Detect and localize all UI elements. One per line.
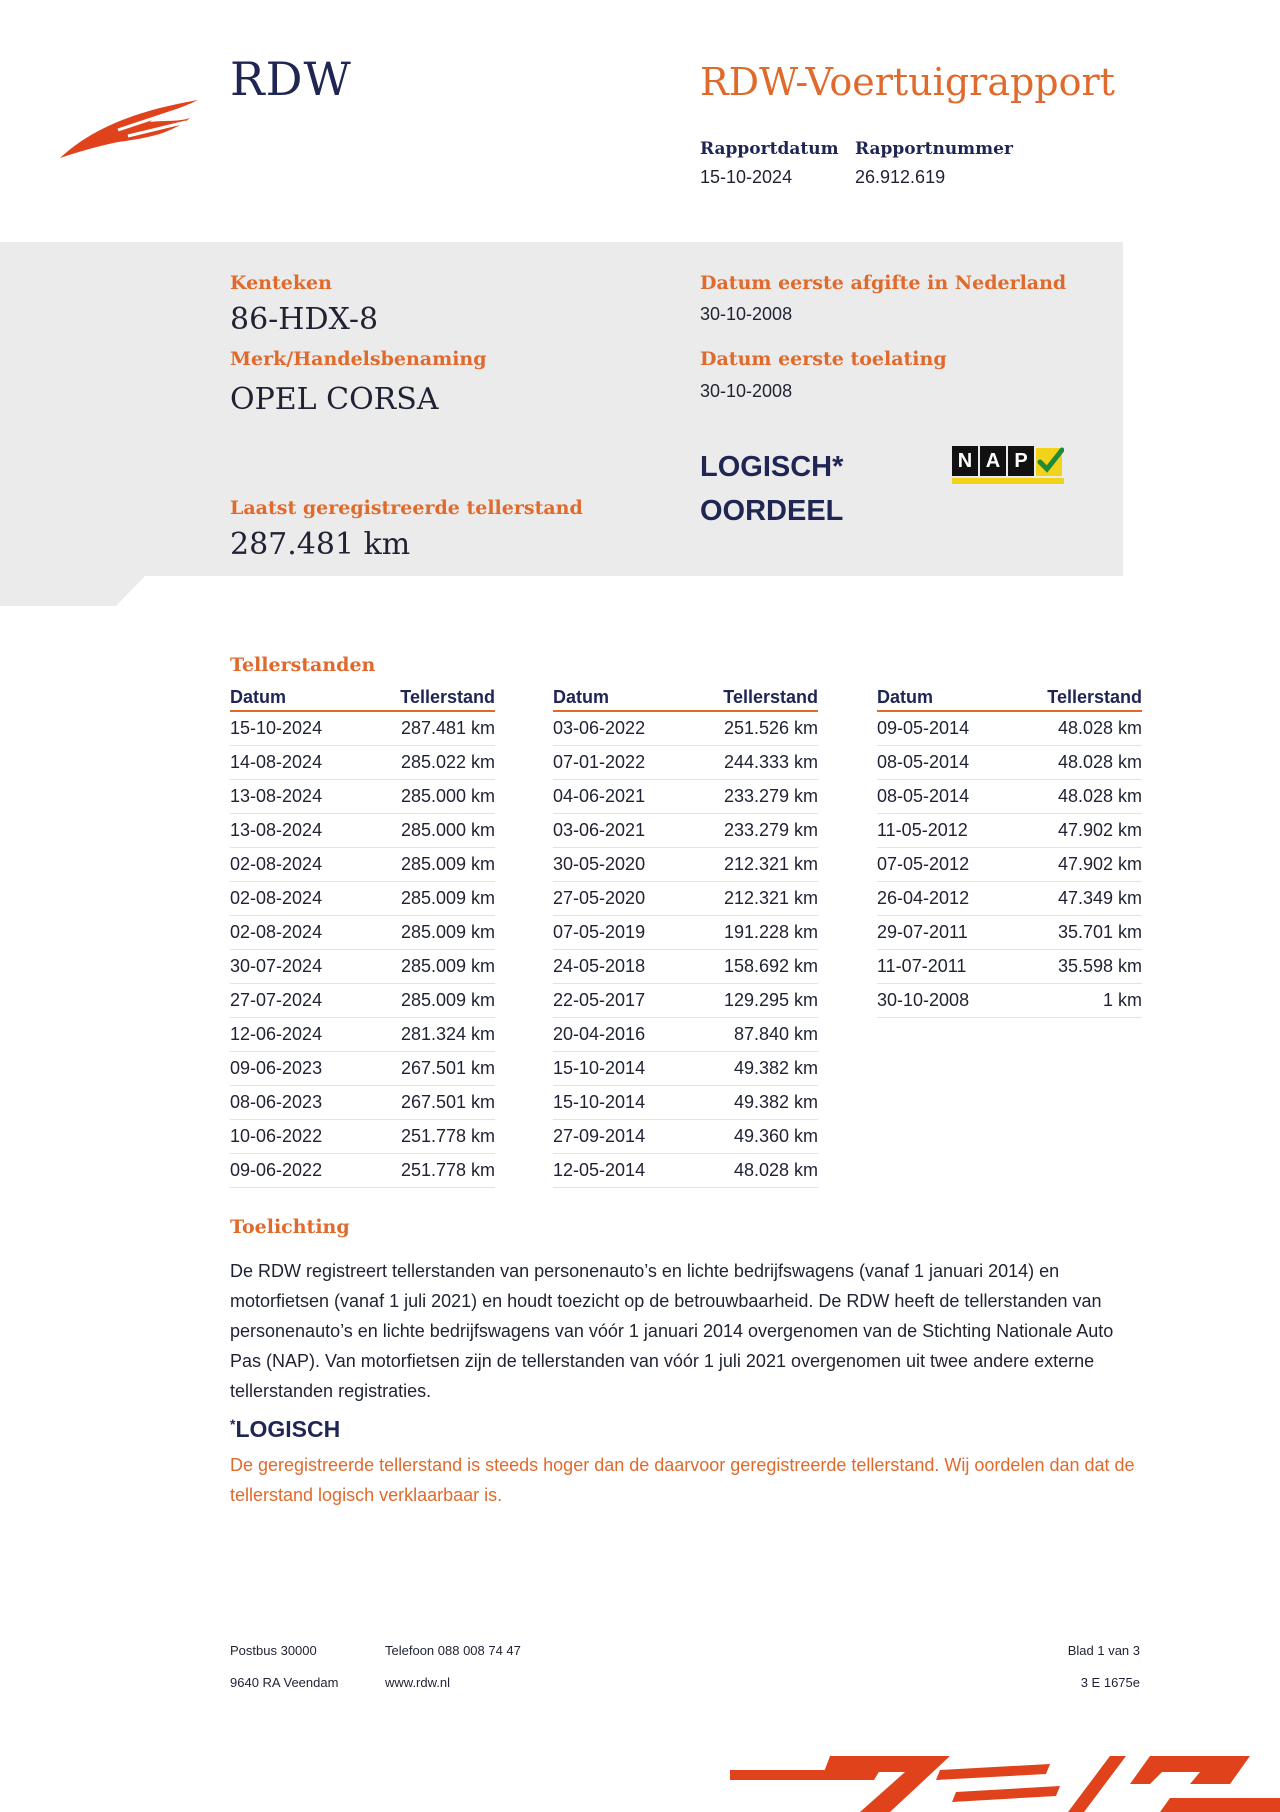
reading-value: 48.028 km [1057,752,1142,772]
reading-date: 10-06-2022 [230,1126,323,1146]
reading-date: 08-05-2014 [877,752,970,772]
reading-date: 30-05-2020 [553,854,646,874]
reading-date: 30-07-2024 [230,956,323,976]
table-row [230,1052,495,1086]
odometer-label: Laatst geregistreerde tellerstand [230,497,583,519]
reading-value: 129.295 km [723,990,818,1010]
logisch-title-text: LOGISCH [235,1416,341,1442]
reading-date: 29-07-2011 [877,922,968,942]
table-row [553,1052,818,1086]
nap-logo [952,444,1064,484]
reading-date: 27-07-2024 [230,990,323,1010]
reading-date: 08-06-2023 [230,1092,323,1112]
reading-date: 27-09-2014 [553,1126,646,1146]
logisch-star: * [230,1416,236,1432]
first-admission-value: 30-10-2008 [700,381,793,401]
reading-value: 251.778 km [400,1160,495,1180]
first-issue-nl-label: Datum eerste afgifte in Nederland [700,272,1067,294]
odometer-value: 287.481 km [230,527,411,562]
reading-value: 251.778 km [400,1126,495,1146]
reading-date: 11-07-2011 [877,956,967,976]
reading-value: 158.692 km [723,956,818,976]
table-row [230,882,495,916]
reading-date: 12-06-2024 [230,1024,323,1044]
reading-date: 09-06-2023 [230,1058,323,1078]
column-header-date: Datum [230,687,287,707]
table-row [230,712,495,746]
odometer-readings-title: Tellerstanden [230,654,376,676]
footer-code: 3 E 1675e [1080,1675,1140,1690]
reading-value: 48.028 km [1057,786,1142,806]
logisch-title [230,1416,340,1443]
table-row [877,746,1142,780]
column-header-reading: Tellerstand [723,687,818,707]
explanation-title: Toelichting [230,1216,350,1238]
column-header-reading: Tellerstand [400,687,495,707]
reading-date: 07-05-2012 [877,854,970,874]
reading-value: 287.481 km [400,718,495,738]
table-row [553,746,818,780]
table-row [553,814,818,848]
table-row [230,1018,495,1052]
table-row [230,916,495,950]
table-row [877,712,1142,746]
reading-value: 267.501 km [400,1058,495,1078]
table-row [553,1018,818,1052]
nap-letter-a: A [980,446,1006,476]
reading-value: 48.028 km [1057,718,1142,738]
reading-value: 285.009 km [400,888,495,908]
reading-date: 24-05-2018 [553,956,646,976]
reading-date: 11-05-2012 [877,820,968,840]
verdict-line1: LOGISCH* [700,451,844,483]
report-number: 26.912.619 [855,167,946,187]
reading-date: 09-05-2014 [877,718,970,738]
table-row [553,1086,818,1120]
reading-date: 12-05-2014 [553,1160,646,1180]
reading-date: 09-06-2022 [230,1160,323,1180]
reading-value: 49.382 km [733,1058,818,1078]
reading-date: 03-06-2022 [553,718,646,738]
table-row [230,1086,495,1120]
reading-value: 47.349 km [1057,888,1142,908]
reading-date: 26-04-2012 [877,888,970,908]
table-row [877,950,1142,984]
footer-postbus: Postbus 30000 [230,1643,317,1658]
reading-value: 233.279 km [723,786,818,806]
verdict [700,445,843,533]
reading-value: 212.321 km [723,854,818,874]
odometer-table-2 [553,680,818,1188]
table-row [877,916,1142,950]
verdict-line2: OORDEEL [700,495,844,527]
column-header-date: Datum [877,687,934,707]
table-row [553,712,818,746]
reading-value: 191.228 km [723,922,818,942]
reading-value: 285.009 km [400,956,495,976]
reading-value: 285.009 km [400,854,495,874]
footer-phone: Telefoon 088 008 74 47 [385,1643,521,1658]
reading-date: 08-05-2014 [877,786,970,806]
table-row [230,746,495,780]
table-row [230,950,495,984]
reading-date: 15-10-2014 [553,1092,646,1112]
table-row [553,848,818,882]
table-row [877,780,1142,814]
report-date: 15-10-2024 [700,167,793,187]
table-row [553,1154,818,1188]
report-number-label: Rapportnummer [855,139,1013,159]
reading-value: 47.902 km [1057,820,1142,840]
table-row [230,1120,495,1154]
reading-value: 244.333 km [723,752,818,772]
footer-page: Blad 1 van 3 [1067,1643,1140,1658]
table-row [553,984,818,1018]
reading-value: 35.701 km [1057,922,1142,942]
reading-date: 15-10-2014 [553,1058,646,1078]
reading-date: 13-08-2024 [230,786,323,806]
table-header [877,680,1142,712]
reading-date: 02-08-2024 [230,854,323,874]
table-row [230,1154,495,1188]
reading-value: 49.382 km [733,1092,818,1112]
table-row [553,1120,818,1154]
column-header-date: Datum [553,687,610,707]
nap-check-icon [1036,444,1064,478]
footer-website[interactable]: www.rdw.nl [385,1675,451,1690]
odometer-table-1 [230,680,495,1188]
reading-value: 1 km [1102,990,1142,1010]
footer-city: 9640 RA Veendam [230,1675,339,1690]
reading-value: 212.321 km [723,888,818,908]
report-date-label: Rapportdatum [700,139,839,159]
rdw-logo-wing-icon [58,92,208,164]
table-row [230,814,495,848]
table-header [230,680,495,712]
panel-notch [0,576,145,606]
reading-value: 233.279 km [723,820,818,840]
report-title: RDW-Voertuigrapport [700,60,1115,104]
table-row [877,848,1142,882]
decorative-brand-stripes-icon [730,1740,1280,1812]
plate-value: 86-HDX-8 [230,302,379,337]
table-row [877,814,1142,848]
reading-date: 07-01-2022 [553,752,646,772]
plate-label: Kenteken [230,272,332,294]
reading-value: 47.902 km [1057,854,1142,874]
table-row [553,780,818,814]
reading-value: 251.526 km [723,718,818,738]
reading-value: 285.009 km [400,922,495,942]
reading-date: 13-08-2024 [230,820,323,840]
reading-date: 03-06-2021 [553,820,646,840]
table-row [230,984,495,1018]
table-row [553,882,818,916]
reading-date: 14-08-2024 [230,752,323,772]
reading-value: 285.009 km [400,990,495,1010]
reading-date: 15-10-2024 [230,718,323,738]
explanation-body: De RDW registreert tellerstanden van personenauto’s en lichte bedrijfswagens (vanaf 1 januari 2014) en motorfietsen (vanaf 1 juli 2021) en houdt toezicht op de betrouwbaarheid. De RDW heeft de tellerstanden van personenauto’s en lichte bedrijfswagens van vóór 1 januari 2014 overgenomen van de Stichting Nationale Auto Pas (NAP). Van motorfietsen zijn de tellerstanden van vóór 1 juli 2021 overgenomen uit twee andere externe tellerstanden registraties. [230,1261,1114,1401]
reading-value: 285.022 km [400,752,495,772]
rdw-logo-text: RDW [230,52,352,106]
table-header [553,680,818,712]
reading-value: 35.598 km [1057,956,1142,976]
nap-letter-n: N [952,446,978,476]
first-issue-nl-value: 30-10-2008 [700,304,793,324]
reading-value: 49.360 km [733,1126,818,1146]
brand-value: OPEL CORSA [230,382,439,417]
table-row [230,780,495,814]
reading-value: 87.840 km [733,1024,818,1044]
table-row [877,882,1142,916]
odometer-table-3 [877,680,1142,1018]
brand-label: Merk/Handelsbenaming [230,348,487,370]
reading-value: 267.501 km [400,1092,495,1112]
first-admission-label: Datum eerste toelating [700,348,947,370]
table-row [230,848,495,882]
reading-date: 27-05-2020 [553,888,646,908]
reading-value: 285.000 km [400,820,495,840]
table-row [877,984,1142,1018]
reading-date: 02-08-2024 [230,922,323,942]
column-header-reading: Tellerstand [1047,687,1142,707]
reading-date: 30-10-2008 [877,990,970,1010]
logisch-body: De geregistreerde tellerstand is steeds hoger dan de daarvoor geregistreerde tellerstand. Wij oordelen dan dat de tellerstand logisch verklaarbaar is. [230,1455,1135,1505]
reading-value: 48.028 km [733,1160,818,1180]
reading-date: 07-05-2019 [553,922,646,942]
reading-date: 04-06-2021 [553,786,646,806]
reading-value: 281.324 km [400,1024,495,1044]
table-row [553,916,818,950]
table-row [553,950,818,984]
reading-date: 22-05-2017 [553,990,646,1010]
nap-letter-p: P [1008,446,1034,476]
reading-date: 02-08-2024 [230,888,323,908]
reading-value: 285.000 km [400,786,495,806]
reading-date: 20-04-2016 [553,1024,646,1044]
